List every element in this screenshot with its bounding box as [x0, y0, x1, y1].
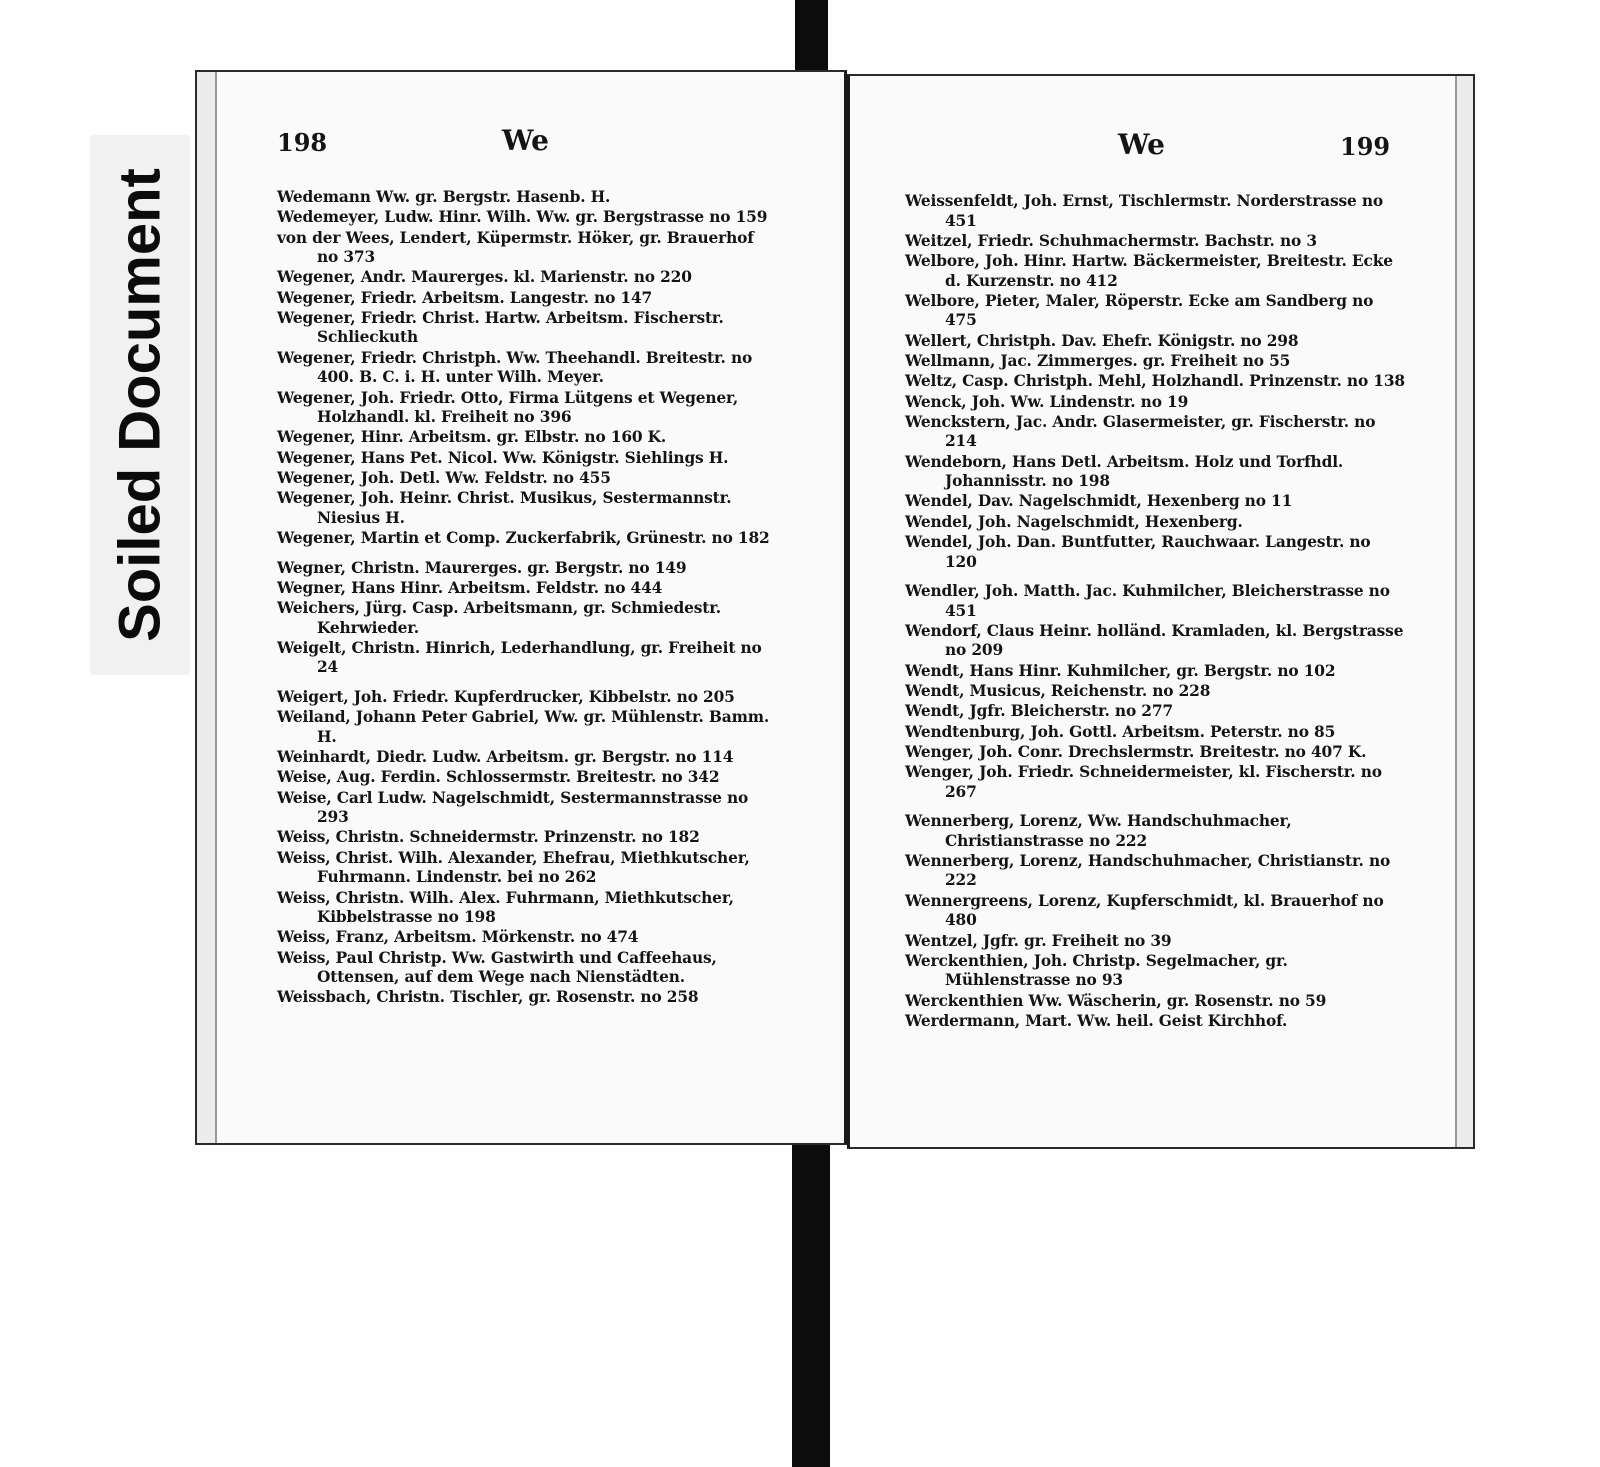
- directory-entry: Wenger, Joh. Friedr. Schneidermeister, kl. Fischerstr. no 267: [905, 763, 1382, 801]
- directory-entry: Weise, Aug. Ferdin. Schlossermstr. Breitestr. no 342: [277, 768, 720, 787]
- directory-entry: Werckenthien Ww. Wäscherin, gr. Rosenstr. no 59: [905, 991, 1327, 1010]
- directory-entry: Wegener, Joh. Friedr. Otto, Firma Lütgens et Wegener, Holzhandl. kl. Freiheit no 396: [277, 388, 739, 427]
- directory-entry: Wendt, Hans Hinr. Kuhmilcher, gr. Bergstr. no 102: [905, 661, 1336, 680]
- directory-entry: Wegener, Friedr. Christ. Hartw. Arbeitsm. Fischerstr. Schlieckuth: [277, 308, 724, 347]
- directory-entry: Weissbach, Christn. Tischler, gr. Rosenstr. no 258: [277, 988, 699, 1007]
- right-page-number: 199: [1340, 132, 1391, 161]
- directory-entry: Wegener, Joh. Heinr. Christ. Musikus, Sestermannstr. Niesius H.: [277, 489, 732, 527]
- directory-entry: Weiss, Franz, Arbeitsm. Mörkenstr. no 474: [277, 928, 639, 947]
- directory-entry: Wellert, Christph. Dav. Ehefr. Königstr. no 298: [905, 331, 1299, 350]
- right-page-headword: We: [1118, 128, 1165, 161]
- directory-entry: Wendler, Joh. Matth. Jac. Kuhmilcher, Bleicherstrasse no 451: [905, 582, 1390, 620]
- directory-entry: Wendt, Jgfr. Bleicherstr. no 277: [905, 702, 1173, 721]
- directory-entry: Wegener, Martin et Comp. Zuckerfabrik, Grünestr. no 182: [277, 529, 770, 548]
- directory-entry: Wendtenburg, Joh. Gottl. Arbeitsm. Peterstr. no 85: [905, 722, 1336, 741]
- left-page: [195, 70, 847, 1145]
- left-entry-list: [277, 188, 777, 1009]
- directory-entry: Weichers, Jürg. Casp. Arbeitsmann, gr. Schmiedestr. Kehrwieder.: [277, 599, 722, 637]
- directory-entry: Wennergreens, Lorenz, Kupferschmidt, kl. Brauerhof no 480: [905, 891, 1384, 930]
- directory-entry: Wenck, Joh. Ww. Lindenstr. no 19: [905, 392, 1189, 411]
- right-page: [847, 74, 1475, 1149]
- directory-entry: Wenger, Joh. Conr. Drechslermstr. Breitestr. no 407 K.: [905, 742, 1367, 761]
- directory-entry: Weinhardt, Diedr. Ludw. Arbeitsm. gr. Bergstr. no 114: [277, 748, 734, 767]
- right-entry-list: [905, 192, 1405, 1032]
- directory-entry: Weissenfeldt, Joh. Ernst, Tischlermstr. Norderstrasse no 451: [905, 192, 1384, 230]
- directory-entry: Wegner, Hans Hinr. Arbeitsm. Feldstr. no 444: [277, 578, 663, 597]
- directory-entry: Wegener, Friedr. Christph. Ww. Theehandl. Breitestr. no 400. B. C. i. H. unter Wilh. Meyer.: [277, 348, 753, 387]
- directory-entry: Weigelt, Christn. Hinrich, Lederhandlung, gr. Freiheit no 24: [277, 638, 762, 677]
- binding-strip-top: [795, 0, 828, 72]
- directory-entry: Wedemeyer, Ludw. Hinr. Wilh. Ww. gr. Bergstrasse no 159: [277, 208, 768, 227]
- directory-entry: Welbore, Pieter, Maler, Röperstr. Ecke am Sandberg no 475: [905, 291, 1374, 330]
- directory-entry: Wegener, Hinr. Arbeitsm. gr. Elbstr. no 160 K.: [277, 428, 667, 447]
- directory-entry: Wedemann Ww. gr. Bergstr. Hasenb. H.: [277, 188, 611, 206]
- directory-entry: Wendel, Dav. Nagelschmidt, Hexenberg no 11: [905, 492, 1293, 511]
- directory-entry: Wendel, Joh. Dan. Buntfutter, Rauchwaar. Langestr. no 120: [905, 533, 1371, 571]
- directory-entry: Weiss, Christn. Wilh. Alex. Fuhrmann, Miethkutscher, Kibbelstrasse no 198: [277, 888, 734, 927]
- directory-entry: Weigert, Joh. Friedr. Kupferdrucker, Kibbelstr. no 205: [277, 687, 735, 706]
- directory-entry: Weitzel, Friedr. Schuhmachermstr. Bachstr. no 3: [905, 231, 1317, 250]
- directory-entry: Weiland, Johann Peter Gabriel, Ww. gr. Mühlenstr. Bamm. H.: [277, 708, 770, 746]
- soiled-document-label-text: Soiled Document: [107, 168, 173, 642]
- directory-entry: Wenckstern, Jac. Andr. Glasermeister, gr. Fischerstr. no 214: [905, 412, 1376, 451]
- directory-entry: Wegner, Christn. Maurerges. gr. Bergstr. no 149: [277, 558, 687, 577]
- directory-entry: Welbore, Joh. Hinr. Hartw. Bäckermeister, Breitestr. Ecke d. Kurzenstr. no 412: [905, 252, 1393, 290]
- left-page-number: 198: [277, 128, 328, 157]
- directory-entry: Wennerberg, Lorenz, Handschuhmacher, Christianstr. no 222: [905, 851, 1391, 890]
- directory-entry: Werckenthien, Joh. Christp. Segelmacher, gr. Mühlenstrasse no 93: [905, 951, 1288, 990]
- directory-entry: Weise, Carl Ludw. Nagelschmidt, Sestermannstrasse no 293: [277, 788, 749, 827]
- directory-entry: Wegener, Andr. Maurerges. kl. Marienstr. no 220: [277, 268, 692, 287]
- directory-entry: Weiss, Christn. Schneidermstr. Prinzenstr. no 182: [277, 828, 700, 847]
- directory-entry: Wendel, Joh. Nagelschmidt, Hexenberg.: [905, 512, 1243, 531]
- binding-strip-bottom: [792, 1127, 830, 1467]
- directory-entry: Werdermann, Mart. Ww. heil. Geist Kirchhof.: [905, 1011, 1288, 1030]
- left-page-headword: We: [502, 124, 549, 157]
- directory-entry: Weltz, Casp. Christph. Mehl, Holzhandl. Prinzenstr. no 138: [905, 372, 1405, 391]
- directory-entry: von der Wees, Lendert, Küpermstr. Höker, gr. Brauerhof no 373: [277, 228, 754, 267]
- directory-entry: Wegener, Joh. Detl. Ww. Feldstr. no 455: [277, 468, 611, 487]
- directory-entry: Wennerberg, Lorenz, Ww. Handschuhmacher, Christianstrasse no 222: [905, 812, 1292, 850]
- directory-entry: Weiss, Christ. Wilh. Alexander, Ehefrau, Miethkutscher, Fuhrmann. Lindenstr. bei no 262: [277, 848, 750, 887]
- directory-entry: Wendeborn, Hans Detl. Arbeitsm. Holz und Torfhdl. Johannisstr. no 198: [905, 452, 1344, 491]
- open-book: [195, 70, 1480, 1150]
- directory-entry: Wendt, Musicus, Reichenstr. no 228: [905, 681, 1211, 700]
- directory-entry: Weiss, Paul Christp. Ww. Gastwirth und Caffeehaus, Ottensen, auf dem Wege nach Nienstädten.: [277, 948, 717, 987]
- directory-entry: Wellmann, Jac. Zimmerges. gr. Freiheit no 55: [905, 351, 1291, 370]
- directory-entry: Wegener, Hans Pet. Nicol. Ww. Königstr. Siehlings H.: [277, 448, 729, 467]
- directory-entry: Wegener, Friedr. Arbeitsm. Langestr. no 147: [277, 288, 653, 307]
- directory-entry: Wendorf, Claus Heinr. holländ. Kramladen, kl. Bergstrasse no 209: [905, 621, 1404, 660]
- directory-entry: Wentzel, Jgfr. gr. Freiheit no 39: [905, 931, 1172, 950]
